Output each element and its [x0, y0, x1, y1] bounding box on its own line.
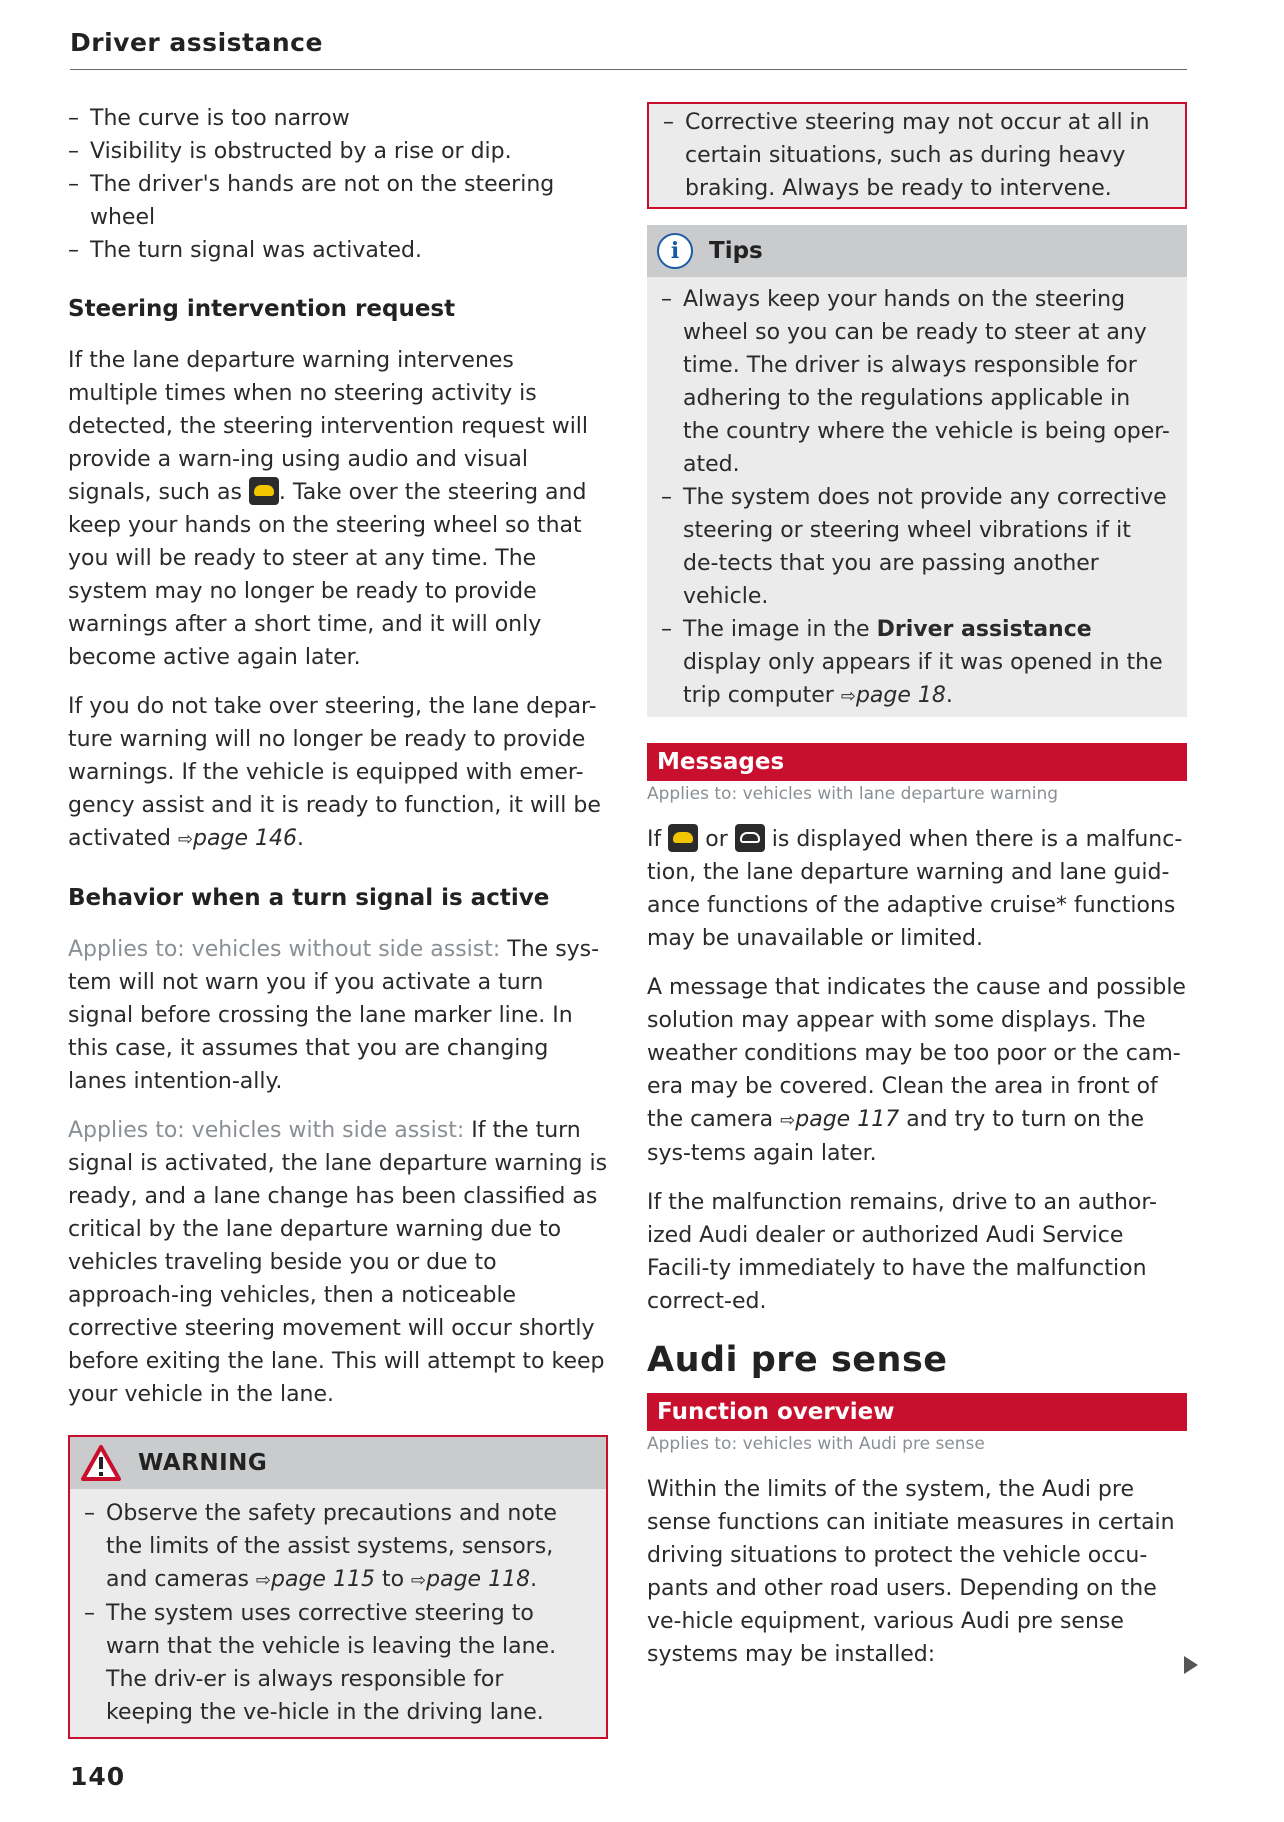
page-reference[interactable]: page 115	[271, 1567, 375, 1592]
list-item: – The driver's hands are not on the steering wheel	[68, 168, 608, 234]
intro-list	[68, 102, 608, 267]
left-column	[68, 102, 608, 1739]
warning-body	[70, 1489, 606, 1737]
applies-label: Applies to: vehicles without side assist:	[68, 937, 501, 962]
tip-item: – The system does not provide any corrective steering or steering wheel vibrations if it de-tects that you are passing another vehicle.	[661, 481, 1173, 613]
section-title: Driver assistance	[70, 28, 323, 57]
warning-title: WARNING	[138, 1449, 268, 1476]
steering-request-indicator-icon	[249, 477, 279, 505]
tip-item: – The image in the Driver assistance display only appears if it was opened in the trip computer ⇨page 18.	[661, 613, 1173, 713]
lane-departure-yellow-icon	[668, 824, 698, 852]
list-item: – The turn signal was activated.	[68, 234, 608, 267]
warning-header	[70, 1437, 606, 1489]
list-item: – Visibility is obstructed by a rise or dip.	[68, 135, 608, 168]
warning-box	[68, 1435, 608, 1739]
turn-signal-heading: Behavior when a turn signal is active	[68, 885, 550, 911]
pre-sense-applies: Applies to: vehicles with Audi pre sense	[647, 1434, 985, 1454]
tips-box	[647, 225, 1187, 717]
messages-heading: Messages	[647, 743, 1187, 781]
pre-sense-paragraph: Within the limits of the system, the Audi pre sense functions can initiate measures in certain driving situations to protect the vehicle occu-pants and other road users. Depending on the ve-hicle equipment, various Audi pre sense systems may be installed:	[647, 1477, 1175, 1667]
take-over-paragraph: If you do not take over steering, the lane depar-ture warning will no longer be ready to provide warnings. If the vehicle is equipped with emer-gency assist and it is ready to function, it will be activated ⇨page 146.	[68, 694, 601, 851]
page-reference[interactable]: page 118	[426, 1567, 531, 1592]
tips-header	[647, 225, 1187, 277]
messages-paragraph-2: A message that indicates the cause and possible solution may appear with some displays. The weather conditions may be too poor or the cam-era may be covered. Clean the area in front of the camera ⇨page 117 and try to turn on the sys-tems again later.	[647, 975, 1186, 1166]
warning-item: – The system uses corrective steering to warn that the vehicle is leaving the lane. The driv-er is always responsible for keeping the ve-hicle in the driving lane.	[84, 1597, 592, 1729]
tips-body	[647, 277, 1187, 717]
arrow-right-icon: ⇨	[780, 1110, 796, 1131]
messages-paragraph-1: If or is displayed when there is a malfunc-tion, the lane departure warning and lane guid-ance functions of the adaptive cruise* functions may be unavailable or limited.	[647, 823, 1187, 955]
arrow-right-icon: ⇨	[840, 686, 856, 707]
turn-signal-paragraph-2: Applies to: vehicles with side assist: If the turn signal is activated, the lane departure warning is ready, and a lane change has been classified as critical by the lane departure warning due to vehicles traveling beside you or due to approach-ing vehicles, then a noticeable corrective steering movement will occur shortly before exiting the lane. This will attempt to keep your vehicle in the lane.	[68, 1118, 608, 1407]
steering-request-paragraph: If the lane departure warning intervenes multiple times when no steering activity is detected, the steering intervention request will provide a warn-ing using audio and visual signals, such as . Take over the steering and keep your hands on the steering wheel so that you will be ready to steer at any time. The system may no longer be ready to provide warnings after a short time, and it will only become active again later.	[68, 348, 589, 670]
arrow-right-icon: ⇨	[255, 1570, 272, 1591]
turn-signal-paragraph-1: Applies to: vehicles without side assist: The sys-tem will not warn you if you activate a turn signal before crossing the lane marker line. In this case, it assumes that you are changing lanes intention-ally.	[68, 937, 600, 1094]
warning-item: – Corrective steering may not occur at all in certain situations, such as during heavy braking. Always be ready to intervene.	[663, 106, 1171, 205]
arrow-right-icon: ⇨	[411, 1570, 427, 1591]
tips-title: Tips	[709, 237, 763, 264]
continue-arrow-icon	[1184, 1656, 1198, 1674]
page-reference[interactable]: page 18	[855, 683, 946, 708]
page-number: 140	[70, 1762, 126, 1791]
header-rule	[70, 69, 1187, 70]
messages-applies: Applies to: vehicles with lane departure warning	[647, 784, 1059, 804]
tip-item: – Always keep your hands on the steering wheel so you can be ready to steer at any time. The driver is always responsible for adhering to the regulations applicable in the country where the vehicle is being oper-ated.	[661, 283, 1173, 481]
warning-triangle-icon	[80, 1444, 122, 1482]
lane-departure-white-icon	[735, 824, 765, 852]
warning-item: – Observe the safety precautions and note the limits of the assist systems, sensors, and cameras ⇨page 115 to ⇨page 118.	[84, 1497, 592, 1597]
info-icon: i	[657, 233, 693, 269]
right-column	[647, 102, 1187, 1671]
messages-paragraph-3: If the malfunction remains, drive to an author-ized Audi dealer or authorized Audi Service Facili-ty immediately to have the malfunction correct-ed.	[647, 1190, 1157, 1314]
page-reference[interactable]: page 117	[795, 1107, 900, 1132]
function-overview-heading: Function overview	[647, 1393, 1187, 1431]
steering-request-heading: Steering intervention request	[68, 296, 456, 322]
list-item: – The curve is too narrow	[68, 102, 608, 135]
arrow-right-icon: ⇨	[177, 829, 194, 850]
warning-continuation-box	[647, 102, 1187, 209]
page-reference[interactable]: page 146	[193, 826, 297, 851]
applies-label: Applies to: vehicles with side assist:	[68, 1118, 465, 1143]
pre-sense-heading: Audi pre sense	[647, 1340, 948, 1380]
